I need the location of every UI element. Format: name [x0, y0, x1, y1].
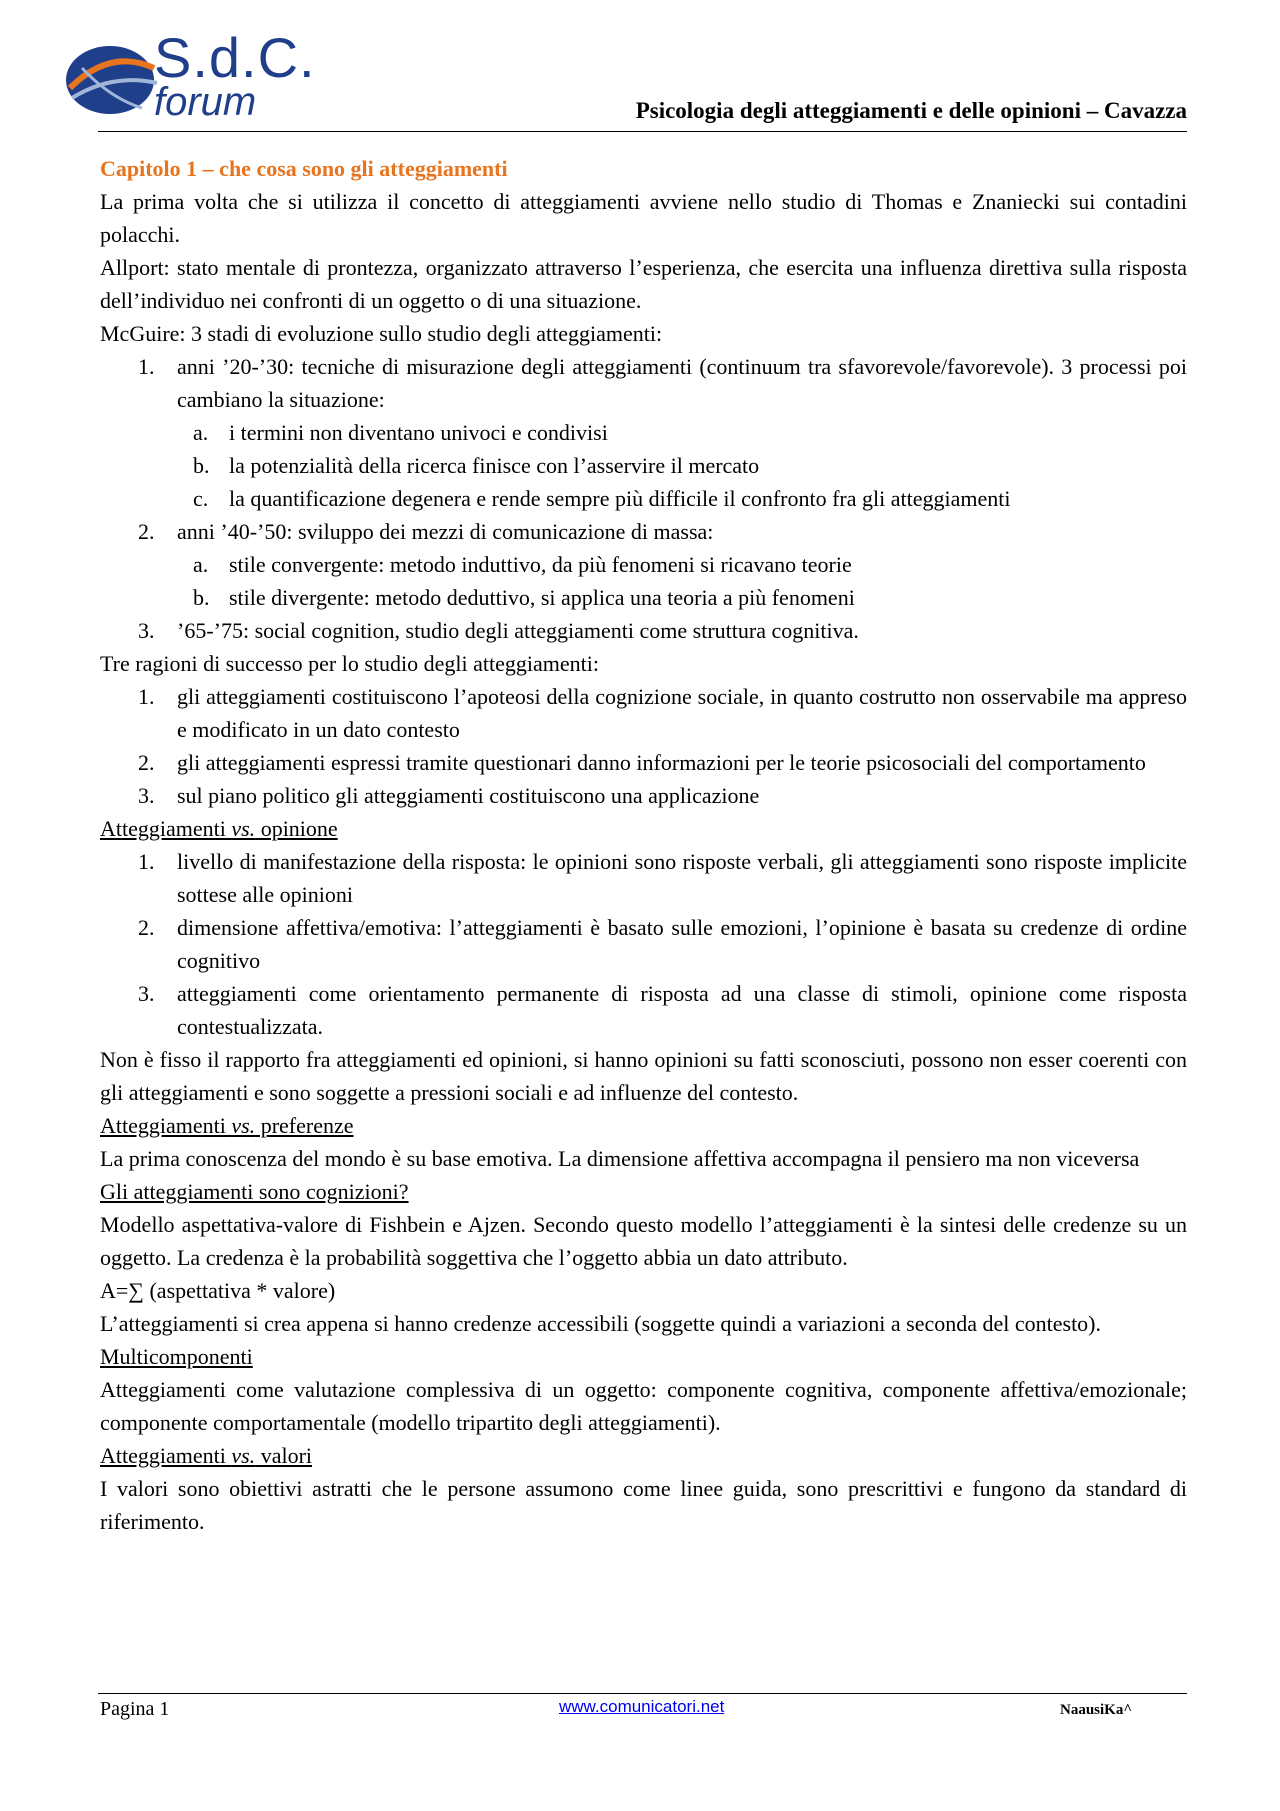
paragraph-valori: I valori sono obiettivi astratti che le persone assumono come linee guida, sono prescrittivi e fungono da standard di riferimento. [100, 1476, 1187, 1534]
list-item: 1. gli atteggiamenti costituiscono l’apoteosi della cognizione sociale, in quanto costrutto non osservabile ma appreso e modificato in un dato contesto [138, 684, 1187, 742]
footer-divider [98, 1693, 1187, 1694]
mcguire-stages-list [100, 350, 1187, 647]
heading-multicomponenti: Multicomponenti [100, 1344, 253, 1369]
header-divider [98, 131, 1187, 132]
paragraph-mcguire: McGuire: 3 stadi di evoluzione sullo studio degli atteggiamenti: [100, 321, 663, 346]
chapter-title: Capitolo 1 – che cosa sono gli atteggiamenti [100, 156, 508, 181]
heading-vs-preferenze: Atteggiamenti vs. preferenze [100, 1113, 354, 1138]
list-item: 3. ’65-’75: social cognition, studio degli atteggiamenti come struttura cognitiva. [138, 618, 859, 643]
paragraph-thomas: La prima volta che si utilizza il concetto di atteggiamenti avviene nello studio di Thomas e Znaniecki sui contadini polacchi. [100, 189, 1187, 247]
reasons-list [100, 680, 1187, 812]
paragraph-credenze: L’atteggiamenti si crea appena si hanno credenze accessibili (soggette quindi a variazioni a seconda del contesto). [100, 1311, 1102, 1336]
logo-main-text: S.d.C. [154, 26, 316, 89]
website-link[interactable]: www.comunicatori.net [559, 1697, 725, 1716]
heading-vs-opinione: Atteggiamenti vs. opinione [100, 816, 338, 841]
paragraph-allport: Allport: stato mentale di prontezza, organizzato attraverso l’esperienza, che esercita una influenza direttiva sulla risposta dell’individuo nei confronti di un oggetto o di una situazione. [100, 255, 1187, 313]
list-item: c. la quantificazione degenera e rende sempre più difficile il confronto fra gli atteggiamenti [193, 486, 1011, 511]
opinione-list [100, 845, 1187, 1043]
sub-list [177, 416, 1187, 515]
list-item: 2. gli atteggiamenti espressi tramite questionari danno informazioni per le teorie psicosociali del comportamento [138, 750, 1146, 775]
list-item: b. stile divergente: metodo deduttivo, si applica una teoria a più fenomeni [193, 585, 855, 610]
document-body [100, 152, 1187, 1538]
logo-sub-text: forum [154, 80, 257, 124]
paragraph-multicomponenti: Atteggiamenti come valutazione complessiva di un oggetto: componente cognitiva, componente affettiva/emozionale; componente comportamentale (modello tripartito degli atteggiamenti). [100, 1377, 1187, 1435]
list-item: a. i termini non diventano univoci e condivisi [193, 420, 608, 445]
paragraph-tre-ragioni: Tre ragioni di successo per lo studio degli atteggiamenti: [100, 651, 599, 676]
forum-logo [62, 26, 316, 128]
list-item: 1. anni ’20-’30: tecniche di misurazione degli atteggiamenti (continuum tra sfavorevole/favorevole). 3 processi poi cambiano la situazione: a. i termini non diventano univoci e condivisi b. la potenzialità della ricerca finisce con l’asservire il mercato c. la quantificazione degenera e rende sempre più difficile il confronto fra gli atteggiamenti [100, 350, 1187, 515]
list-item: 2. anni ’40-’50: sviluppo dei mezzi di comunicazione di massa: a. stile convergente: metodo induttivo, da più fenomeni si ricavano teorie b. stile divergente: metodo deduttivo, si applica una teoria a più fenomeni [100, 515, 1187, 614]
sub-list [177, 548, 1187, 614]
paragraph-fishbein: Modello aspettativa-valore di Fishbein e Ajzen. Secondo questo modello l’atteggiamenti è la sintesi delle credenze su un oggetto. La credenza è la probabilità soggettiva che l’oggetto abbia un dato attributo. [100, 1212, 1187, 1270]
heading-cognizioni: Gli atteggiamenti sono cognizioni? [100, 1179, 409, 1204]
list-item: 2. dimensione affettiva/emotiva: l’atteggiamenti è basato sulle emozioni, l’opinione è basata su credenze di ordine cognitivo [138, 915, 1187, 973]
list-item: b. la potenzialità della ricerca finisce con l’asservire il mercato [193, 453, 760, 478]
formula: A=∑ (aspettativa * valore) [100, 1278, 336, 1303]
list-item: 3. sul piano politico gli atteggiamenti costituiscono una applicazione [138, 783, 760, 808]
page-number: Pagina 1 [100, 1698, 170, 1720]
list-item: 3. atteggiamenti come orientamento permanente di risposta ad una classe di stimoli, opinione come risposta contestualizzata. [138, 981, 1187, 1039]
author-signature: NaausiKa^ [1060, 1702, 1133, 1718]
paragraph-rapporto: Non è fisso il rapporto fra atteggiamenti ed opinioni, si hanno opinioni su fatti sconosciuti, possono non esser coerenti con gli atteggiamenti e sono soggette a pressioni sociali e ad influenze del contesto. [100, 1047, 1187, 1105]
list-item: 1. livello di manifestazione della risposta: le opinioni sono risposte verbali, gli atteggiamenti sono risposte implicite sottese alle opinioni [138, 849, 1187, 907]
paragraph-preferenze: La prima conoscenza del mondo è su base emotiva. La dimensione affettiva accompagna il pensiero ma non viceversa [100, 1146, 1140, 1171]
document-header-title: Psicologia degli atteggiamenti e delle opinioni – Cavazza [635, 98, 1187, 123]
heading-vs-valori: Atteggiamenti vs. valori [100, 1443, 313, 1468]
globe-icon [62, 28, 162, 128]
list-item: a. stile convergente: metodo induttivo, da più fenomeni si ricavano teorie [193, 552, 852, 577]
